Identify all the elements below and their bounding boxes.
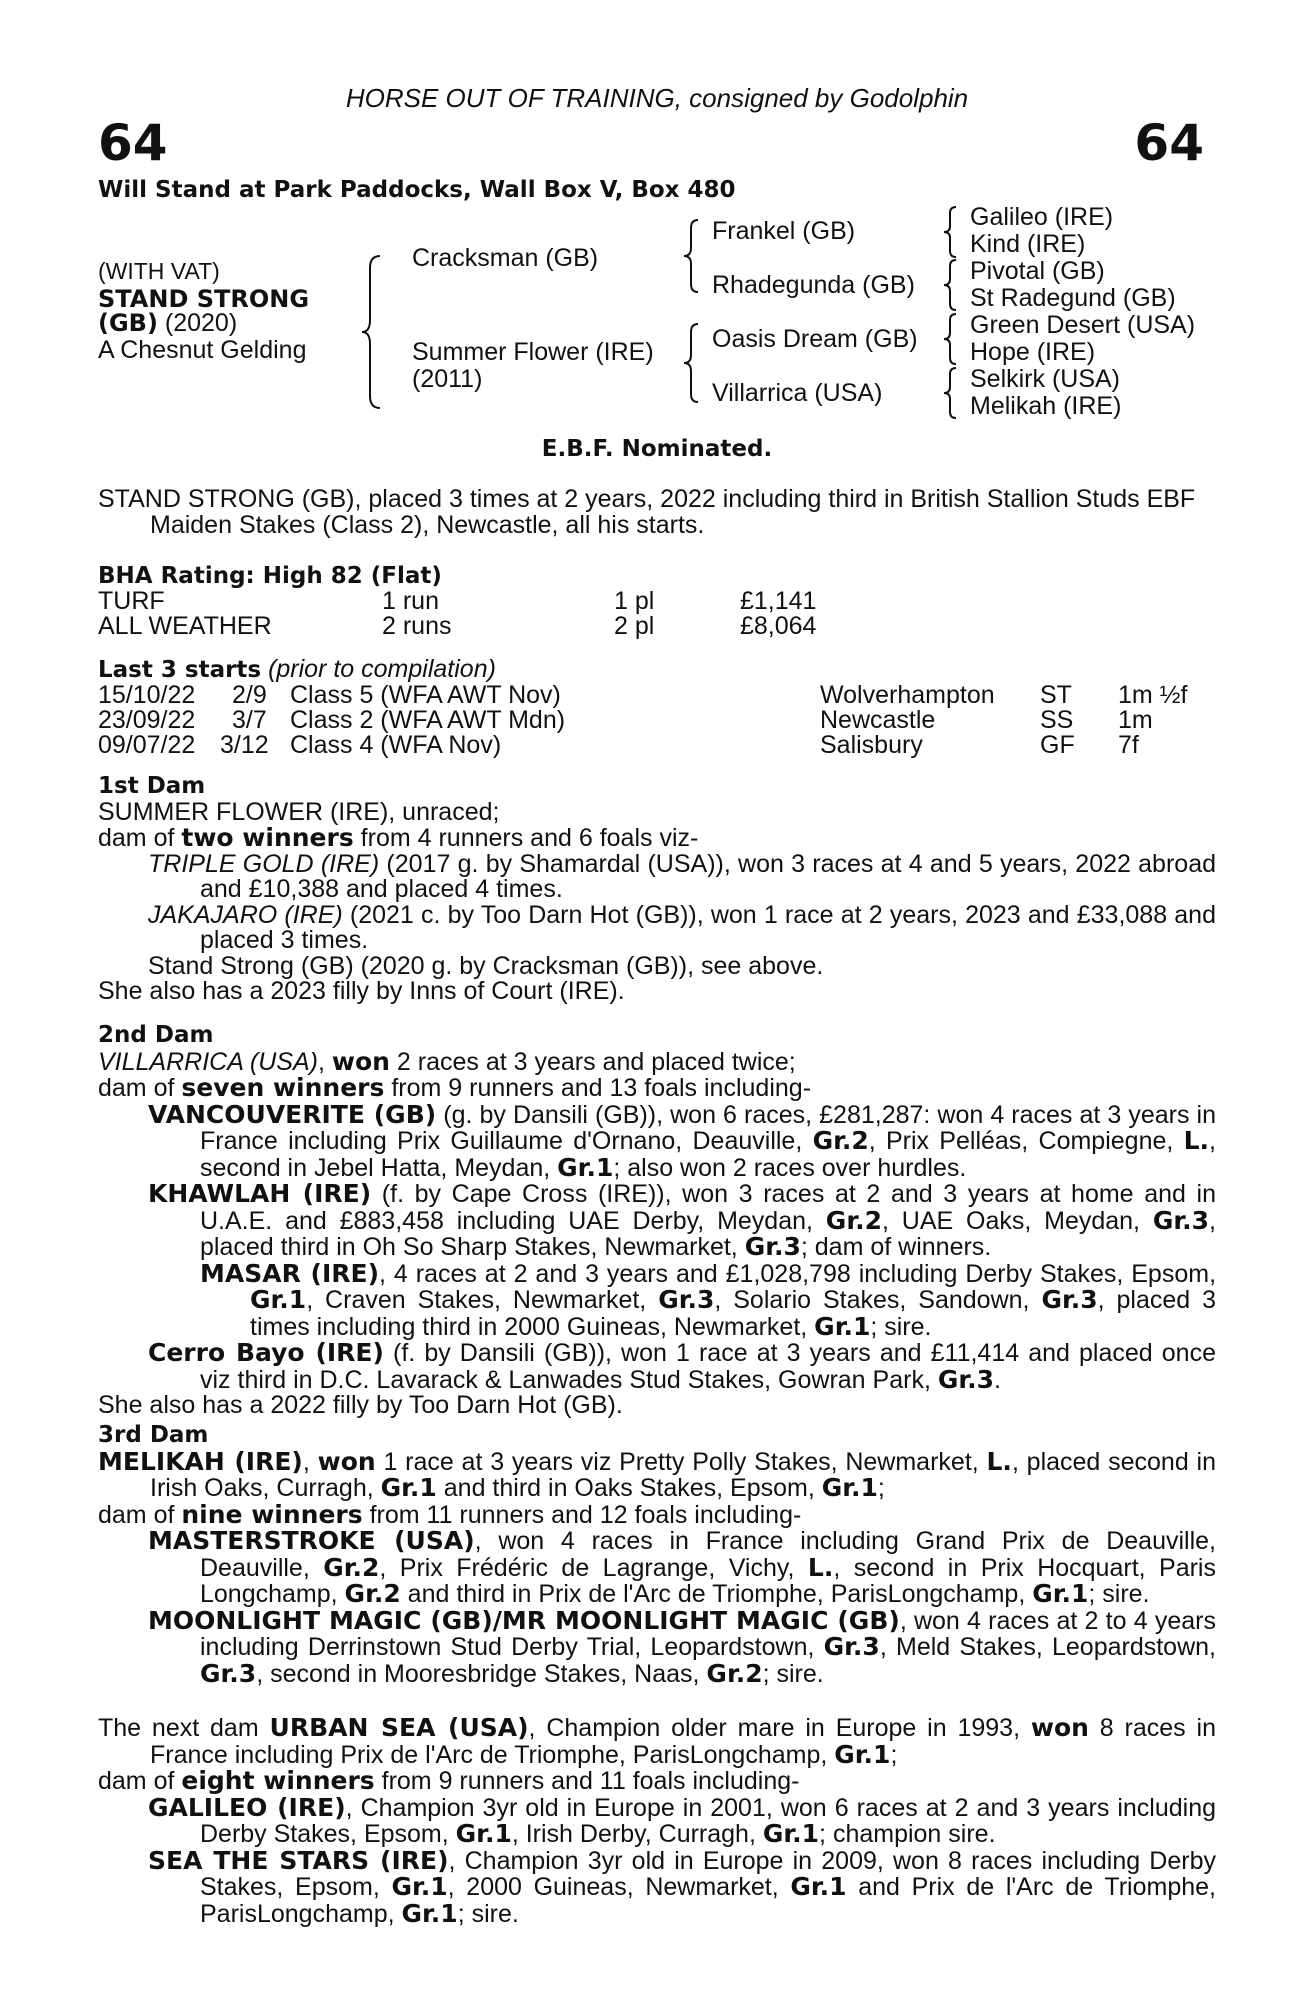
produce-entry: TRIPLE GOLD (IRE) (2017 g. by Shamardal (USA)), won 3 races at 4 and 5 years, 2022 abroad and £10,388 and placed 4 times. bbox=[148, 849, 1216, 903]
ancestor-2: Kind (IRE) bbox=[970, 230, 1086, 258]
start-distance: 1m ½f bbox=[1118, 681, 1188, 709]
last-starts-title: Last 3 starts bbox=[98, 657, 262, 683]
rating-placed: 2 pl bbox=[614, 612, 655, 640]
sire-sire: Frankel (GB) bbox=[712, 217, 856, 245]
first-dam-section bbox=[98, 774, 1216, 1005]
horse-year: (2020) bbox=[157, 309, 238, 337]
ancestor-4: St Radegund (GB) bbox=[970, 284, 1176, 312]
start-position: 2/9 bbox=[232, 681, 267, 709]
start-position: 3/12 bbox=[220, 731, 269, 759]
dam-dam: Villarrica (USA) bbox=[712, 379, 883, 407]
sire-dam: Rhadegunda (GB) bbox=[712, 271, 915, 299]
ancestor-1: Galileo (IRE) bbox=[970, 203, 1114, 231]
bha-rating-title: BHA Rating: High 82 (Flat) bbox=[98, 563, 442, 589]
horse-origin-year bbox=[98, 311, 237, 337]
ancestor-8: Melikah (IRE) bbox=[970, 392, 1122, 420]
start-position: 3/7 bbox=[232, 706, 267, 734]
start-date: 09/07/22 bbox=[98, 731, 196, 759]
rating-prize: £1,141 bbox=[740, 587, 817, 615]
dam-line-brace bbox=[682, 322, 706, 404]
rating-placed: 1 pl bbox=[614, 587, 655, 615]
ancestor-5: Green Desert (USA) bbox=[970, 311, 1196, 339]
rating-prize: £8,064 bbox=[740, 612, 817, 640]
ancestor-7: Selkirk (USA) bbox=[970, 365, 1121, 393]
dam: Summer Flower (IRE) bbox=[412, 338, 654, 366]
produce-entry: GALILEO (IRE), Champion 3yr old in Europe in 2001, won 6 races at 2 and 3 years including Derby Stakes, Epsom, Gr.1, Irish Derby, Curragh, Gr.1; champion sire. bbox=[148, 1792, 1217, 1848]
rating-runs: 1 run bbox=[382, 587, 439, 615]
g-brace-3 bbox=[942, 312, 962, 366]
produce-entry: Cerro Bayo (IRE) (f. by Dansili (GB)), won 1 race at 3 years and £11,414 and placed once viz third in D.C. Lavarack & Lanwades Stud Stakes, Gowran Park, Gr.3. bbox=[148, 1338, 1216, 1394]
dam-year: (2011) bbox=[412, 365, 483, 393]
dam-line: The next dam URBAN SEA (USA), Champion older mare in Europe in 1993, won 8 races in France including Prix de l'Arc de Triomphe, ParisLongchamp, Gr.1; bbox=[98, 1713, 1216, 1769]
horse-origin: (GB) bbox=[98, 309, 158, 337]
start-course: Salisbury bbox=[820, 731, 923, 759]
dam-line: SUMMER FLOWER (IRE), unraced; bbox=[98, 797, 500, 826]
last-starts-heading bbox=[98, 657, 496, 684]
sire-dam-brace bbox=[360, 254, 390, 410]
dam-of-line: dam of two winners from 4 runners and 6 foals viz- bbox=[98, 823, 699, 852]
rating-surface: TURF bbox=[98, 587, 165, 615]
start-date: 23/09/22 bbox=[98, 706, 196, 734]
third-dam-section bbox=[98, 1423, 1216, 1687]
start-going: ST bbox=[1040, 681, 1072, 709]
start-date: 15/10/22 bbox=[98, 681, 196, 709]
vat-label: (WITH VAT) bbox=[98, 258, 220, 284]
sire-line-brace bbox=[682, 218, 706, 294]
dam-line: MELIKAH (IRE), won 1 race at 3 years viz Pretty Polly Stakes, Newmarket, L., placed second in Irish Oaks, Curragh, Gr.1 and third in Oaks Stakes, Epsom, Gr.1; bbox=[98, 1446, 1216, 1502]
lot-number-left: 64 bbox=[98, 114, 168, 172]
start-race: Class 4 (WFA Nov) bbox=[290, 731, 502, 759]
race-summary: STAND STRONG (GB), placed 3 times at 2 years, 2022 including third in British Stallion Studs EBF Maiden Stakes (Class 2), Newcastle, all his starts. bbox=[98, 485, 1196, 539]
horse-description: A Chesnut Gelding bbox=[98, 336, 307, 364]
next-dam-section bbox=[98, 1715, 1216, 1927]
horse-name: STAND STRONG bbox=[98, 285, 310, 313]
start-going: SS bbox=[1040, 706, 1074, 734]
section-title: 1st Dam bbox=[98, 773, 206, 799]
start-going: GF bbox=[1040, 731, 1075, 759]
g-brace-1 bbox=[942, 205, 962, 259]
ancestor-3: Pivotal (GB) bbox=[970, 257, 1105, 285]
second-dam-section bbox=[98, 1023, 1216, 1419]
section-title: 3rd Dam bbox=[98, 1422, 209, 1448]
start-race: Class 2 (WFA AWT Mdn) bbox=[290, 706, 566, 734]
dam-of-line: dam of seven winners from 9 runners and 13 foals including- bbox=[98, 1073, 812, 1102]
start-course: Wolverhampton bbox=[820, 681, 995, 709]
g-brace-2 bbox=[942, 258, 962, 312]
produce-entry: VANCOUVERITE (GB) (g. by Dansili (GB)), won 6 races, £281,287: won 4 races at 3 years in France including Prix Guillaume d'Ornano, Deauville, Gr.2, Prix Pelléas, Compiegne, L., second in Jebel Hatta, Meydan, Gr.1; also won 2 races over hurdles. bbox=[148, 1099, 1217, 1182]
dam-sire: Oasis Dream (GB) bbox=[712, 325, 918, 353]
rating-runs: 2 runs bbox=[382, 612, 452, 640]
lot-number-right: 64 bbox=[1134, 114, 1204, 172]
sire: Cracksman (GB) bbox=[412, 244, 599, 272]
dam-of-line: dam of nine winners from 11 runners and 12 foals including- bbox=[98, 1499, 802, 1529]
stabling-line: Will Stand at Park Paddocks, Wall Box V, Box 480 bbox=[98, 177, 736, 203]
dam-line: VILLARRICA (USA), won 2 races at 3 years and placed twice; bbox=[98, 1046, 796, 1076]
start-distance: 7f bbox=[1118, 731, 1139, 759]
consignment-line: HORSE OUT OF TRAINING, consigned by Godolphin bbox=[345, 83, 969, 113]
produce-entry: MASTERSTROKE (USA), won 4 races in France including Grand Prix de Deauville, Deauville, Gr.2, Prix Frédéric de Lagrange, Vichy, L., second in Prix Hocquart, Paris Longchamp, Gr.2 and third in Prix de l'Arc de Triomphe, ParisLongchamp, Gr.1; sire. bbox=[148, 1526, 1216, 1608]
produce-entry: SEA THE STARS (IRE), Champion 3yr old in Europe in 2009, won 8 races including Derby Stakes, Epsom, Gr.1, 2000 Guineas, Newmarket, Gr.1 and Prix de l'Arc de Triomphe, ParisLongchamp, Gr.1; sire. bbox=[148, 1845, 1216, 1928]
produce-entry: MOONLIGHT MAGIC (GB)/MR MOONLIGHT MAGIC (GB), won 4 races at 2 to 4 years including Derrinstown Stud Derby Trial, Leopardstown, Gr.3, Meld Stakes, Leopardstown, Gr.3, second in Mooresbridge Stakes, Naas, Gr.2; sire. bbox=[148, 1605, 1216, 1688]
also-line: She also has a 2023 filly by Inns of Court (IRE). bbox=[98, 977, 625, 1005]
also-line: She also has a 2022 filly by Too Darn Hot (GB). bbox=[98, 1391, 623, 1419]
produce-entry: MASAR (IRE), 4 races at 2 and 3 years and £1,028,798 including Derby Stakes, Epsom, Gr.1, Craven Stakes, Newmarket, Gr.3, Solario Stakes, Sandown, Gr.3, placed 3 times including third in 2000 Guineas, Newmarket, Gr.1; sire. bbox=[200, 1258, 1217, 1341]
ancestor-6: Hope (IRE) bbox=[970, 338, 1096, 366]
section-title: 2nd Dam bbox=[98, 1022, 214, 1048]
produce-entry: KHAWLAH (IRE) (f. by Cape Cross (IRE)), won 3 races at 2 and 3 years at home and in U.A.E. and £883,458 including UAE Derby, Meydan, Gr.2, UAE Oaks, Meydan, Gr.3, placed third in Oh So Sharp Stakes, Newmarket, Gr.3; dam of winners. bbox=[148, 1179, 1216, 1261]
dam-of-line: dam of eight winners from 9 runners and 11 foals including- bbox=[98, 1766, 800, 1795]
start-race: Class 5 (WFA AWT Nov) bbox=[290, 681, 561, 709]
g-brace-4 bbox=[942, 366, 962, 420]
rating-surface: ALL WEATHER bbox=[98, 612, 272, 640]
start-course: Newcastle bbox=[820, 706, 936, 734]
produce-entry: JAKAJARO (IRE) (2021 c. by Too Darn Hot (GB)), won 1 race at 2 years, 2023 and £33,088 and placed 3 times. bbox=[148, 900, 1216, 954]
start-distance: 1m bbox=[1118, 706, 1153, 734]
ebf-nominated: E.B.F. Nominated. bbox=[541, 436, 773, 462]
last-starts-subtitle: (prior to compilation) bbox=[261, 655, 496, 683]
produce-entry: Stand Strong (GB) (2020 g. by Cracksman (GB)), see above. bbox=[148, 951, 824, 980]
